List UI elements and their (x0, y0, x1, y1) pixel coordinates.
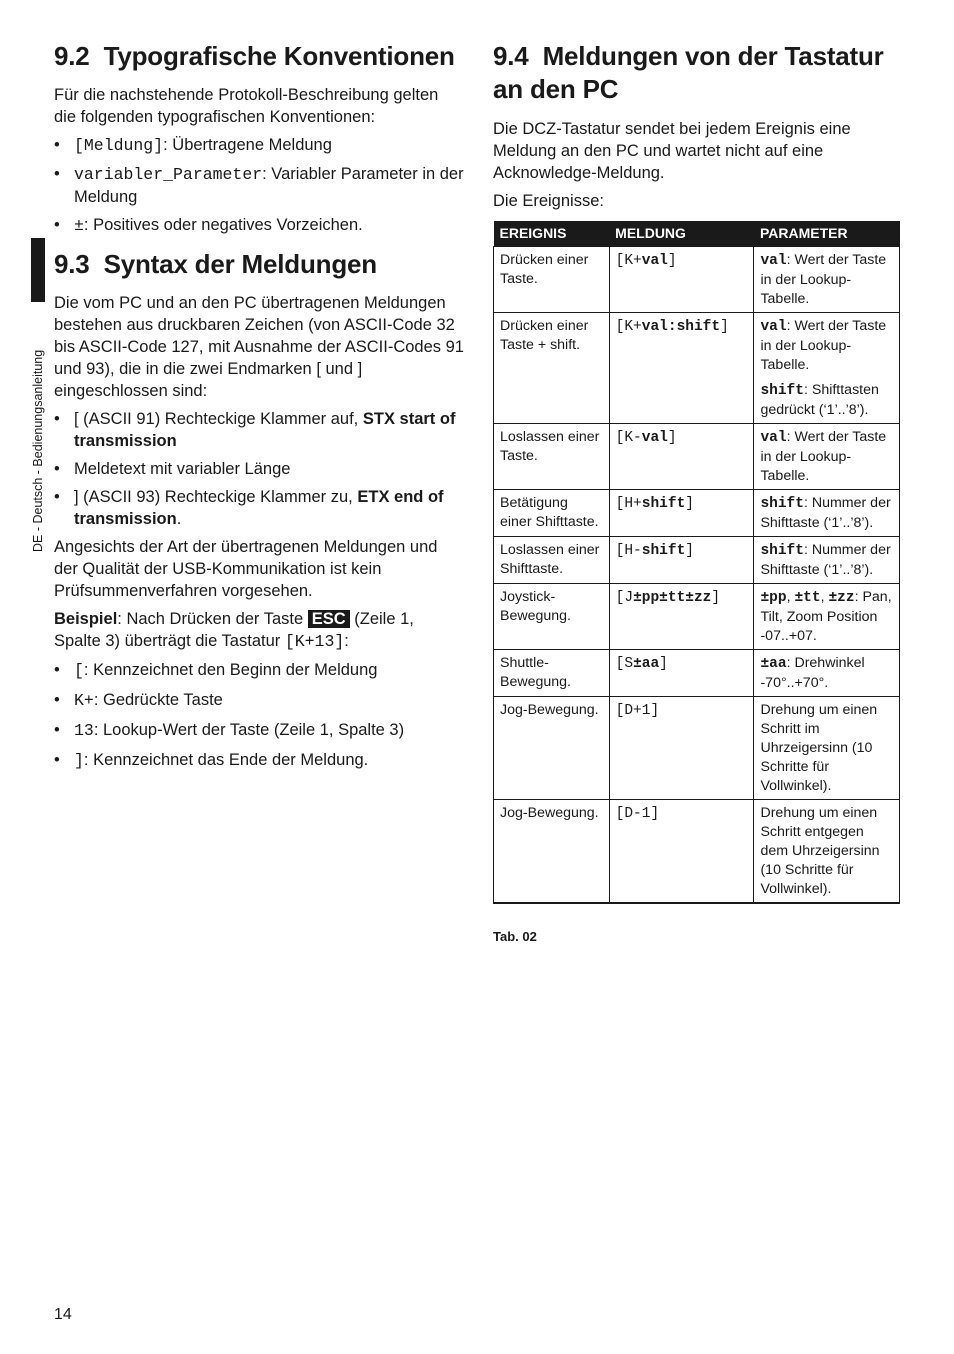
list-item-bold: ETX end of transmission (74, 488, 444, 528)
list-item-code: K+ (74, 691, 94, 710)
parameter-text: : Wert der Taste in der Lookup-Tabelle. (760, 318, 887, 373)
event-cell: Joystick-Bewegung. (494, 584, 610, 650)
parameter-cell: Drehung um einen Schritt im Uhrzeigersinn (10 Schritte für Vollwinkel). (754, 697, 900, 800)
sidebar-label-text: DE - Deutsch - Bedienungsanleitung (31, 349, 45, 552)
events-label: Die Ereignisse: (493, 192, 604, 210)
parameter-code: ±pp (760, 590, 787, 606)
parameter-cell (754, 650, 900, 697)
parameter-code: val (760, 253, 787, 269)
list-item (54, 408, 464, 452)
example-code: [K+13] (284, 632, 345, 651)
right-column (493, 40, 901, 904)
list-item (54, 486, 464, 530)
parameter-code: ±tt (794, 590, 821, 606)
message-code-end: ] (720, 319, 729, 335)
message-code: [H- (615, 543, 642, 559)
list-item (54, 458, 464, 480)
list-item-text: : Kennzeichnet den Beginn der Meldung (83, 661, 378, 679)
message-cell (609, 490, 754, 537)
parameter-cell (754, 584, 900, 650)
message-cell (609, 584, 754, 650)
list-item-code: [ (74, 661, 84, 680)
parameter-text: : Pan, Tilt, Zoom Position -07..+07. (760, 589, 892, 644)
parameter-text: , (820, 589, 829, 605)
list-item-code: ± (74, 216, 84, 235)
table-row (494, 247, 900, 313)
message-cell (609, 424, 754, 490)
list-item (54, 659, 464, 682)
event-cell: Jog-Bewegung. (494, 800, 610, 904)
example-list (54, 659, 464, 772)
sidebar-label (31, 349, 45, 566)
message-code-bold: ±pp±tt±zz (633, 590, 712, 606)
table-caption: Tab. 02 (493, 929, 537, 944)
list-item-text: : Variabler Parameter in der Meldung (74, 165, 464, 206)
event-cell: Drücken einer Taste + shift. (494, 313, 610, 424)
column-header-message: MELDUNG (609, 221, 754, 247)
parameter-text: : Nummer der Shifttaste (‘1’..’8’). (760, 542, 891, 578)
list-item-text: Meldetext mit variabler Länge (74, 460, 291, 478)
parameter-cell (754, 424, 900, 490)
parameter-code: val (760, 430, 787, 446)
section-9-4-intro: Die DCZ-Tastatur sendet bei jedem Ereignis eine Meldung an den PC und wartet nicht auf eine Acknowledge-Meldung. (493, 120, 851, 182)
list-item-text: : Lookup-Wert der Taste (Zeile 1, Spalte 3) (93, 721, 405, 739)
message-cell (609, 537, 754, 584)
message-cell (609, 697, 754, 800)
message-code-end: ] (659, 656, 668, 672)
parameter-cell (754, 537, 900, 584)
message-code-bold: val:shift (641, 319, 721, 335)
parameter-code: shift (760, 543, 804, 559)
list-item (54, 134, 464, 157)
parameter-code: val (760, 319, 787, 335)
list-item-tail: . (176, 510, 182, 528)
parameter-code: shift (760, 383, 804, 399)
table-row (494, 697, 900, 800)
list-item-text: : Gedrückte Taste (93, 691, 223, 709)
parameter-text: , (786, 589, 795, 605)
column-header-event: EREIGNIS (494, 221, 610, 247)
conventions-list (54, 134, 464, 237)
message-code-end: ] (711, 590, 721, 606)
message-code: [H+ (615, 496, 642, 512)
sidebar-marker (31, 238, 45, 302)
message-cell (609, 313, 754, 424)
list-item (54, 689, 464, 712)
table-row (494, 424, 900, 490)
left-column (54, 40, 464, 772)
section-9-3-title: 9.3 Syntax der Meldungen (54, 249, 377, 279)
parameter-text: : Shifttasten gedrückt (‘1’..’8’). (760, 382, 879, 418)
section-9-2-intro: Für die nachstehende Protokoll-Beschreibung gelten die folgenden typografischen Konventionen: (54, 86, 439, 126)
list-item-code: [Meldung] (74, 136, 164, 155)
message-code: [K+ (615, 319, 642, 335)
column-header-parameter: PARAMETER (754, 221, 900, 247)
table-row (494, 537, 900, 584)
events-table (493, 221, 900, 904)
parameter-cell (754, 490, 900, 537)
parameter-code: ±zz (828, 590, 855, 606)
message-code: [K+ (615, 253, 642, 269)
message-cell (609, 800, 754, 904)
list-item (54, 163, 464, 208)
list-item-text: [ (ASCII 91) Rechteckige Klammer auf, (74, 410, 363, 428)
event-cell: Loslassen einer Shifttaste. (494, 537, 610, 584)
example-label: Beispiel (54, 610, 118, 628)
parameter-text: : Nummer der Shifttaste (‘1’..’8’). (760, 495, 891, 531)
table-row (494, 650, 900, 697)
event-cell: Loslassen einer Taste. (494, 424, 610, 490)
table-row (494, 313, 900, 424)
section-9-3-intro: Die vom PC und an den PC übertragenen Meldungen bestehen aus druckbaren Zeichen (von ASCII-Code 32 bis ASCII-Code 127, mit Ausnahme der ASCII-Codes 91 und 93), die in die zwei Endmarken [ und ] eingeschlossen sind: (54, 294, 464, 400)
message-code: [S (615, 656, 634, 672)
list-item-code: ] (74, 751, 84, 770)
parameter-text: : Drehwinkel -70°..+70°. (760, 655, 865, 691)
section-9-4-title (493, 40, 901, 106)
page-number: 14 (54, 1306, 72, 1323)
list-item (54, 214, 464, 237)
event-cell: Betätigung einer Shifttaste. (494, 490, 610, 537)
message-code: [K- (615, 430, 642, 446)
parameter-cell: Drehung um einen Schritt entgegen dem Uhrzeigersinn (10 Schritte für Vollwinkel). (754, 800, 900, 904)
message-code-bold: shift (641, 543, 686, 559)
list-item-text: ] (ASCII 93) Rechteckige Klammer zu, (74, 488, 358, 506)
list-item-text: : Übertragene Meldung (163, 136, 332, 154)
message-code-end: ] (667, 430, 677, 446)
message-code-bold: shift (641, 496, 686, 512)
message-code: [D+1] (615, 703, 660, 719)
table-header-row (494, 221, 900, 247)
list-item (54, 719, 464, 742)
list-item-bold: STX start of transmission (74, 410, 456, 450)
message-code-bold: val (641, 430, 668, 446)
list-item-text: : Kennzeichnet das Ende der Meldung. (83, 751, 369, 769)
esc-key-badge: ESC (308, 610, 350, 628)
message-code-end: ] (667, 253, 677, 269)
parameter-text: : Wert der Taste in der Lookup-Tabelle. (760, 252, 887, 307)
section-9-3-para2: Angesichts der Art der übertragenen Meldungen und der Qualität der USB-Kommunikation ist kein Prüfsummenverfahren vorgesehen. (54, 538, 438, 600)
table-row (494, 490, 900, 537)
section-9-4-title-line2: an den PC (493, 74, 619, 104)
section-9-2-title: 9.2 Typografische Konventionen (54, 41, 455, 71)
message-code-bold: ±aa (633, 656, 660, 672)
message-code: [J (615, 590, 634, 606)
list-item-text: : Positives oder negatives Vorzeichen. (83, 216, 363, 234)
message-cell (609, 247, 754, 313)
event-cell: Shuttle-Bewegung. (494, 650, 610, 697)
section-9-4-title-line1: 9.4 Meldungen von der Tastatur (493, 41, 884, 71)
example-text-3: : (344, 632, 349, 650)
list-item-code: variabler_Parameter (74, 165, 263, 184)
message-cell (609, 650, 754, 697)
event-cell: Jog-Bewegung. (494, 697, 610, 800)
message-code: [D-1] (615, 806, 660, 822)
example-text-2: (Zeile 1, Spalte 3) überträgt die Tastatur (54, 610, 414, 650)
message-code-end: ] (685, 496, 694, 512)
message-code-bold: val (641, 253, 668, 269)
example-text-1: : Nach Drücken der Taste (117, 610, 308, 628)
list-item-code: 13 (74, 721, 94, 740)
parameter-code: shift (760, 496, 804, 512)
table-row (494, 800, 900, 904)
example-paragraph (54, 608, 464, 653)
event-cell: Drücken einer Taste. (494, 247, 610, 313)
parameter-code: ±aa (760, 656, 787, 672)
list-item (54, 749, 464, 772)
table-row (494, 584, 900, 650)
parameter-cell (754, 247, 900, 313)
message-code-end: ] (685, 543, 694, 559)
parameter-cell (754, 313, 900, 424)
parameter-text: : Wert der Taste in der Lookup-Tabelle. (760, 429, 887, 484)
syntax-list (54, 408, 464, 530)
